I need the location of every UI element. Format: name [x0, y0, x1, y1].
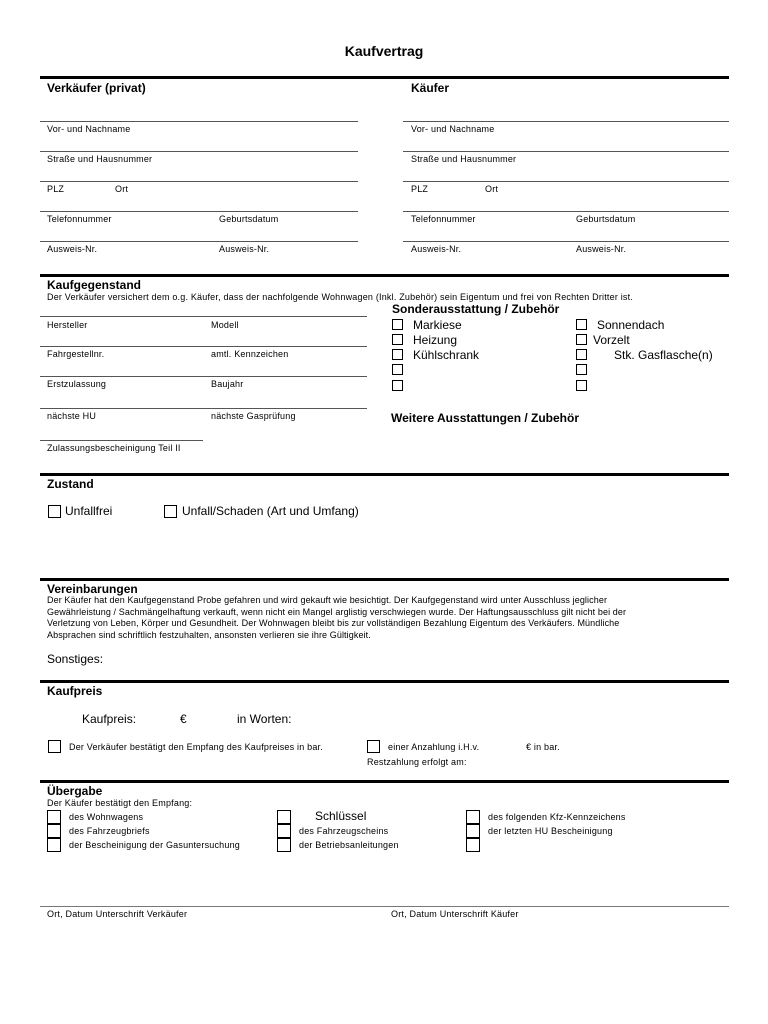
extras-item: Vorzelt: [593, 333, 630, 347]
deposit-label: einer Anzahlung i.H.v.: [388, 742, 480, 752]
seller-street-line[interactable]: [40, 151, 358, 152]
extras-checkbox[interactable]: [576, 380, 587, 391]
manufacturer-label: Hersteller: [47, 320, 88, 330]
divider: [40, 274, 729, 277]
deposit-cash-label: € in bar.: [526, 742, 560, 752]
extras-item: Sonnendach: [597, 318, 665, 332]
seller-zip-label: PLZ: [47, 184, 65, 194]
handover-checkbox[interactable]: [466, 810, 480, 824]
extras-checkbox[interactable]: [576, 319, 587, 330]
seller-id-line[interactable]: [40, 241, 358, 242]
buyer-name-label: Vor- und Nachname: [411, 124, 495, 134]
item-field-line[interactable]: [40, 408, 367, 409]
handover-checkbox[interactable]: [466, 824, 480, 838]
handover-checkbox[interactable]: [277, 810, 291, 824]
buyer-zip-label: PLZ: [411, 184, 429, 194]
currency-symbol: €: [180, 712, 187, 726]
condition-heading: Zustand: [47, 477, 94, 491]
seller-street-label: Straße und Hausnummer: [47, 154, 153, 164]
divider: [40, 76, 729, 79]
buyer-phone-line[interactable]: [403, 211, 729, 212]
buyer-city-label: Ort: [485, 184, 499, 194]
payment-received-label: Der Verkäufer bestätigt den Empfang des Kaufpreises in bar.: [69, 742, 323, 752]
price-heading: Kaufpreis: [47, 684, 103, 698]
extras-checkbox[interactable]: [392, 380, 403, 391]
handover-checkbox[interactable]: [47, 810, 61, 824]
page-title: Kaufvertrag: [344, 43, 424, 59]
remainder-label: Restzahlung erfolgt am:: [367, 757, 467, 767]
handover-item: des Wohnwagens: [69, 812, 144, 822]
extras-checkbox[interactable]: [392, 319, 403, 330]
plate-label: amtl. Kennzeichen: [211, 349, 289, 359]
signature-line[interactable]: [40, 906, 729, 907]
seller-heading: Verkäufer (privat): [47, 81, 146, 95]
handover-heading: Übergabe: [47, 784, 103, 798]
extras-item: Stk. Gasflasche(n): [614, 348, 713, 362]
buyer-signature-label: Ort, Datum Unterschrift Käufer: [391, 909, 519, 919]
extras-item: Markiese: [413, 318, 462, 332]
extras-item: Heizung: [413, 333, 458, 347]
other-label: Sonstiges:: [47, 652, 104, 666]
handover-checkbox[interactable]: [47, 824, 61, 838]
divider: [40, 578, 729, 581]
handover-item: des Fahrzeugscheins: [299, 826, 389, 836]
seller-phone-label: Telefonnummer: [47, 214, 112, 224]
agreements-heading: Vereinbarungen: [47, 582, 138, 596]
handover-checkbox[interactable]: [47, 838, 61, 852]
item-intro: Der Verkäufer versichert dem o.g. Käufer, dass der nachfolgende Wohnwagen (Inkl. Zubehör) sein Eigentum und frei von Rechten Dritter ist.: [47, 292, 634, 302]
further-extras-heading: Weitere Ausstattungen / Zubehör: [391, 411, 580, 425]
accident-damage-label: Unfall/Schaden (Art und Umfang): [182, 504, 359, 518]
extras-checkbox[interactable]: [576, 334, 587, 345]
buyer-zip-line[interactable]: [403, 181, 729, 182]
extras-item: Kühlschrank: [413, 348, 480, 362]
agreements-line: Der Käufer hat den Kaufgegenstand Probe gefahren und wird gekauft wie besichtigt. Der Kaufgegenstand wird unter Ausschluss jeglicher: [47, 595, 608, 605]
item-field-line[interactable]: [40, 440, 203, 441]
handover-item: der Bescheinigung der Gasuntersuchung: [69, 840, 241, 850]
handover-checkbox[interactable]: [277, 838, 291, 852]
model-label: Modell: [211, 320, 239, 330]
seller-signature-label: Ort, Datum Unterschrift Verkäufer: [47, 909, 188, 919]
item-heading: Kaufgegenstand: [47, 278, 142, 292]
registration-cert-label: Zulassungsbescheinigung Teil II: [47, 443, 181, 453]
extras-checkbox[interactable]: [392, 334, 403, 345]
handover-item: des folgenden Kfz-Kennzeichens: [488, 812, 626, 822]
first-registration-label: Erstzulassung: [47, 379, 107, 389]
extras-heading: Sonderausstattung / Zubehör: [392, 302, 560, 316]
seller-city-label: Ort: [115, 184, 129, 194]
extras-checkbox[interactable]: [392, 364, 403, 375]
next-gas-check-label: nächste Gasprüfung: [211, 411, 296, 421]
buyer-phone-label: Telefonnummer: [411, 214, 476, 224]
agreements-line: Gewährleistung / Sachmängelhaftung verkauft, wenn nicht ein Mangel arglistig verschwiegen wurde. Der Haftungsausschluss gilt nicht bei der: [47, 606, 627, 617]
year-label: Baujahr: [211, 379, 244, 389]
price-in-words-label: in Worten:: [237, 712, 292, 726]
handover-checkbox[interactable]: [277, 824, 291, 838]
divider: [40, 780, 729, 783]
agreements-line: Absprachen sind schriftlich festzuhalten, ansonsten verlieren sie ihre Gültigkeit.: [47, 629, 371, 640]
deposit-checkbox[interactable]: [367, 740, 380, 753]
divider: [40, 680, 729, 683]
extras-checkbox[interactable]: [392, 349, 403, 360]
buyer-heading: Käufer: [411, 81, 450, 95]
item-field-line[interactable]: [40, 346, 367, 347]
extras-checkbox[interactable]: [576, 364, 587, 375]
next-hu-label: nächste HU: [47, 411, 97, 421]
handover-intro: Der Käufer bestätigt den Empfang:: [47, 798, 193, 808]
handover-item: der Betriebsanleitungen: [299, 840, 399, 850]
handover-checkbox[interactable]: [466, 838, 480, 852]
handover-item: des Fahrzeugbriefs: [69, 826, 150, 836]
buyer-id-label: Ausweis-Nr.: [411, 244, 462, 254]
agreements-text: [47, 595, 727, 641]
payment-received-checkbox[interactable]: [48, 740, 61, 753]
buyer-id-label-2: Ausweis-Nr.: [576, 244, 627, 254]
seller-phone-line[interactable]: [40, 211, 358, 212]
buyer-id-line[interactable]: [403, 241, 729, 242]
accident-free-checkbox[interactable]: [48, 505, 61, 518]
seller-id-label-2: Ausweis-Nr.: [219, 244, 270, 254]
accident-free-label: Unfallfrei: [65, 504, 113, 518]
vin-label: Fahrgestellnr.: [47, 349, 105, 359]
divider: [40, 473, 729, 476]
seller-name-label: Vor- und Nachname: [47, 124, 131, 134]
buyer-street-label: Straße und Hausnummer: [411, 154, 517, 164]
buyer-street-line[interactable]: [403, 151, 729, 152]
agreements-line: Verletzung von Leben, Körper und Gesundheit. Der Wohnwagen bleibt bis zur vollständigen Bezahlung Eigentum des Verkäufers. Mündliche: [47, 618, 620, 628]
item-field-line[interactable]: [40, 316, 367, 317]
buyer-birth-label: Geburtsdatum: [576, 214, 636, 224]
seller-id-label: Ausweis-Nr.: [47, 244, 98, 254]
seller-birth-label: Geburtsdatum: [219, 214, 279, 224]
seller-name-line[interactable]: [40, 121, 358, 122]
price-label: Kaufpreis:: [82, 712, 137, 726]
buyer-name-line[interactable]: [403, 121, 729, 122]
handover-item: Schlüssel: [315, 809, 367, 823]
extras-checkbox[interactable]: [576, 349, 587, 360]
handover-item: der letzten HU Bescheinigung: [488, 826, 613, 836]
accident-damage-checkbox[interactable]: [164, 505, 177, 518]
seller-zip-line[interactable]: [40, 181, 358, 182]
item-field-line[interactable]: [40, 376, 367, 377]
